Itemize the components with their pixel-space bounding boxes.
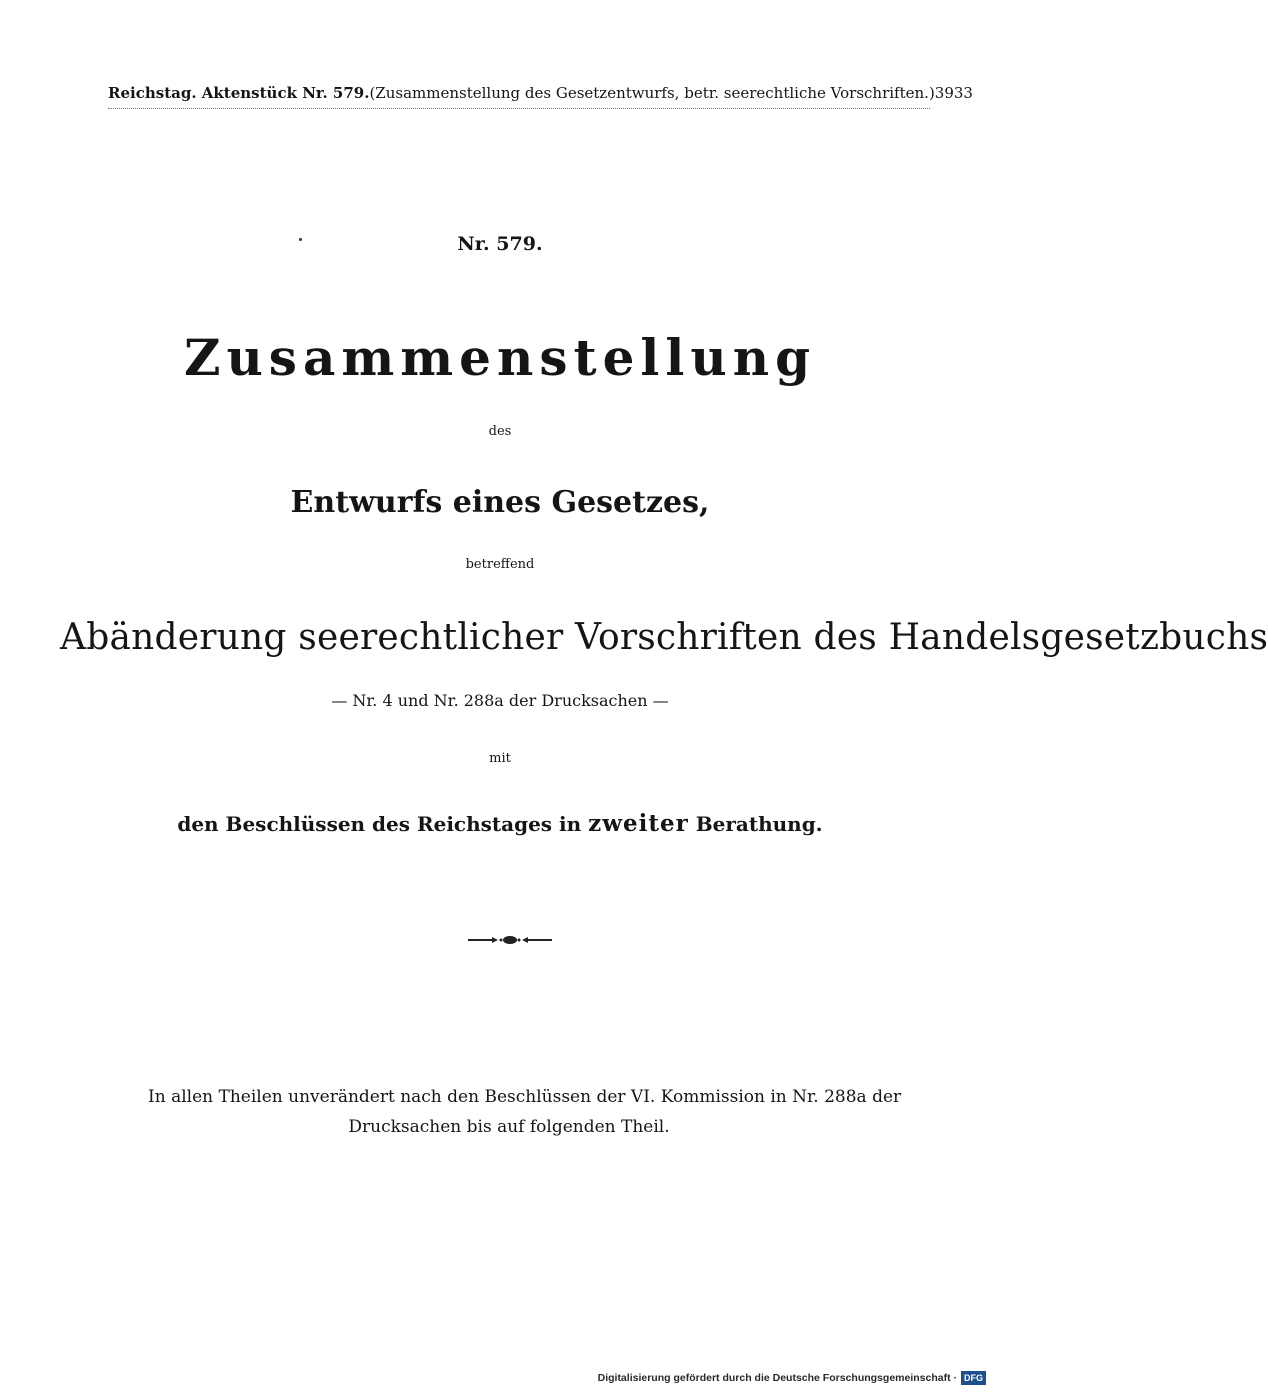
header-rule	[108, 108, 930, 109]
resolutions-emphasis: zweiter	[588, 810, 689, 837]
document-number: Nr. 579.	[457, 233, 543, 255]
main-title: Zusammenstellung	[183, 328, 817, 387]
ornament-divider	[466, 933, 554, 947]
body-line-2: Drucksachen bis auf folgenden Theil.	[348, 1117, 670, 1137]
running-header	[108, 83, 973, 103]
word-mit: mit	[489, 751, 511, 766]
word-des: des	[488, 424, 512, 439]
body-paragraph	[148, 1082, 902, 1142]
drucksachen-reference: — Nr. 4 und Nr. 288a der Drucksachen —	[331, 691, 669, 710]
subtitle: Entwurfs eines Gesetzes,	[290, 485, 710, 520]
resolutions-after: Berathung.	[688, 812, 823, 836]
resolutions-before: den Beschlüssen des Reichstages in	[177, 812, 589, 836]
page-number: 3933	[934, 84, 973, 102]
body-line-1: In allen Theilen unverändert nach den Beschlüssen der VI. Kommission in Nr. 288a der	[148, 1087, 902, 1107]
footer-credit: Digitalisierung gefördert durch die Deutsche Forschungsgemeinschaft ·	[597, 1372, 957, 1384]
resolutions-line	[60, 810, 940, 838]
dfg-logo: DFG	[961, 1371, 986, 1385]
word-betreffend: betreffend	[465, 557, 535, 572]
header-middle: (Zusammenstellung des Gesetzentwurfs, betr. seerechtliche Vorschriften.)	[369, 84, 935, 102]
digitization-footer	[598, 1371, 986, 1385]
subject-title: Abänderung seerechtlicher Vorschriften des Handelsgesetzbuchs	[60, 617, 1268, 658]
header-left: Reichstag. Aktenstück Nr. 579.	[108, 84, 370, 102]
